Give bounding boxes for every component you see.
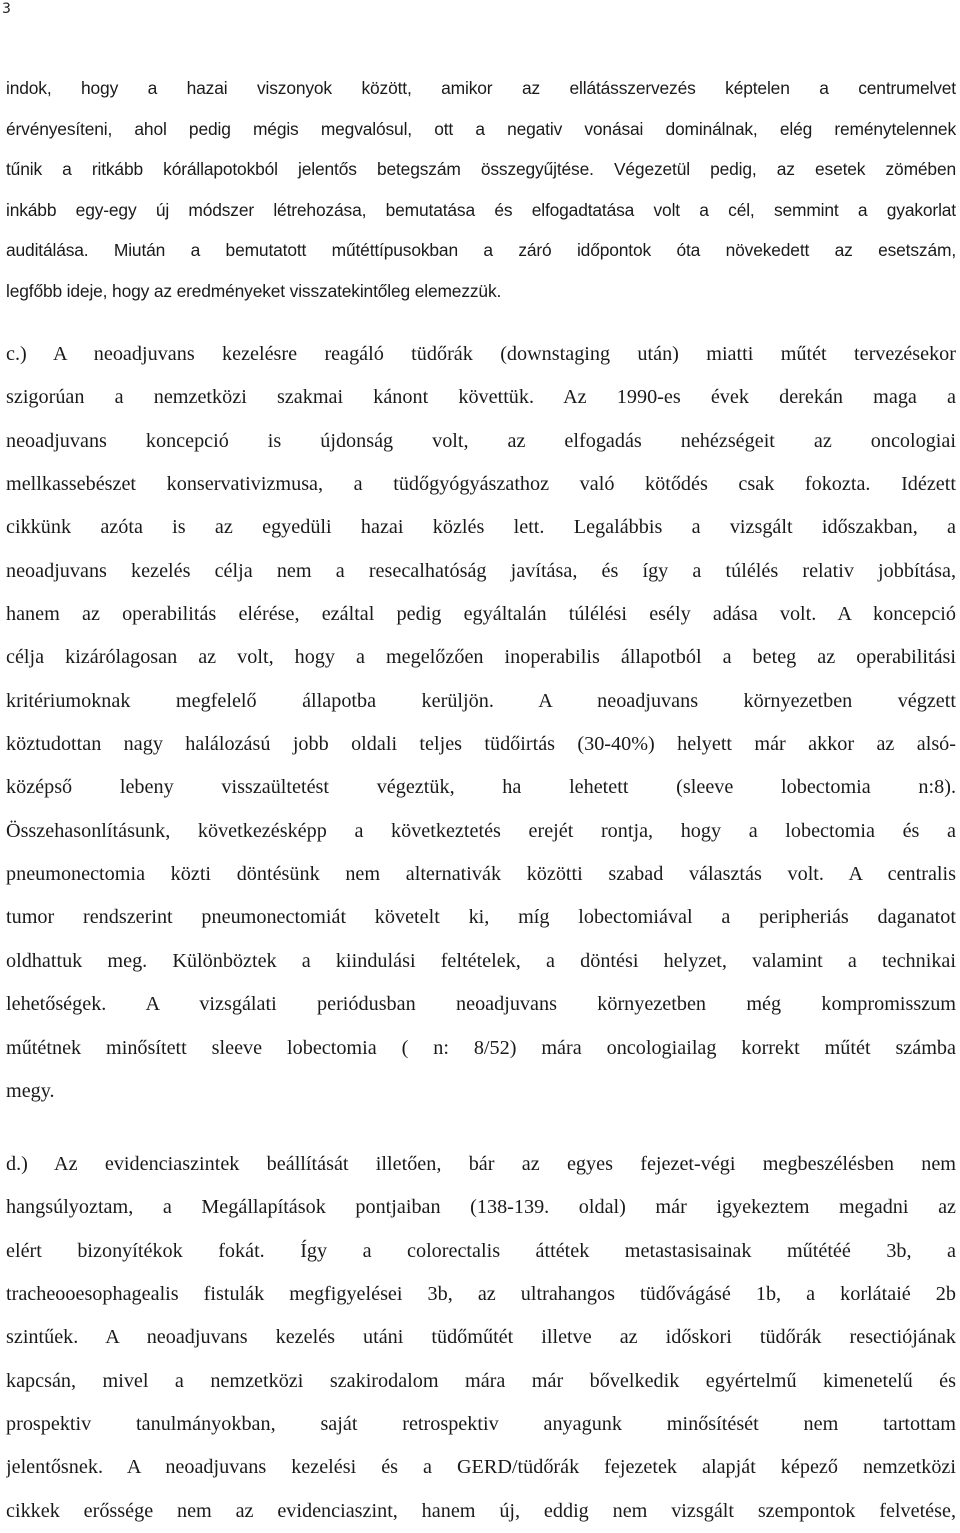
text-line: köztudottan nagy halálozású jobb oldali teljes tüdőirtás (30-40%) helyett már akkor az alsó- <box>6 733 956 756</box>
text-line: neoadjuvans koncepció is újdonság volt, az elfogadás nehézségeit az oncologiai <box>6 429 956 452</box>
text-line: cikkek erőssége nem az evidenciaszint, hanem új, eddig nem vizsgált szempontok felvetése, <box>6 1499 956 1522</box>
text-line: cikkünk azóta is az egyedüli hazai közlés lett. Legalábbis a vizsgált időszakban, a <box>6 516 956 539</box>
text-line: megy. <box>6 1079 55 1102</box>
text-line: auditálása. Miután a bemutatott műtéttípusokban a záró időpontok óta növekedett az esetszám, <box>6 240 956 261</box>
text-line: érvényesíteni, ahol pedig mégis megvalósul, ott a negativ vonásai dominálnak, elég reménytelennek <box>6 118 956 139</box>
text-line: d.) Az evidenciaszintek beállítását illetően, bár az egyes fejezet-végi megbeszélésben nem <box>6 1153 956 1175</box>
text-line: célja kizárólagosan az volt, hogy a megelőzően inoperabilis állapotból a beteg az operabilitási <box>6 646 956 669</box>
text-line: mellkassebészet konservativizmusa, a tüdőgyógyászathoz való kötődés csak fokozta. Idézett <box>6 473 956 496</box>
text-line: tumor rendszerint pneumonectomiát követelt ki, míg lobectomiával a peripheriás daganatot <box>6 906 956 929</box>
paragraph-1 <box>6 68 956 312</box>
text-line: pneumonectomia közti döntésünk nem alternativák közötti szabad választás volt. A centralis <box>6 863 956 886</box>
text-line: indok, hogy a hazai viszonyok között, amikor az ellátásszervezés képtelen a centrumelvet <box>6 78 956 98</box>
text-line: tracheooesophagealis fistulák megfigyelései 3b, az ultrahangos tüdővágásé 1b, a korlátaié 2b <box>6 1283 956 1306</box>
text-line: szintűek. A neoadjuvans kezelés utáni tüdőműtét illetve az időskori tüdőrák resectiójának <box>6 1326 956 1349</box>
text-line: oldhattuk meg. Különböztek a kiindulási feltételek, a döntési helyzet, valamint a technikai <box>6 949 956 972</box>
text-line: prospektiv tanulmányokban, saját retrospektiv anyagunk minősítését nem tartottam <box>6 1413 956 1436</box>
text-line: középső lebeny visszaültetést végeztük, ha lehetett (sleeve lobectomia n:8). <box>6 776 956 799</box>
text-line: kapcsán, mivel a nemzetközi szakirodalom mára már bővelkedik egyértelmű kimenetelű és <box>6 1369 956 1392</box>
text-line: hangsúlyoztam, a Megállapítások pontjaiban (138-139. oldal) már igyekeztem megadni az <box>6 1196 956 1219</box>
text-line: c.) A neoadjuvans kezelésre reagáló tüdőrák (downstaging után) miatti műtét tervezésekor <box>6 343 956 365</box>
text-line: hanem az operabilitás elérése, ezáltal pedig egyáltalán túlélési esély adása volt. A koncepció <box>6 603 956 626</box>
text-line: elért bizonyítékok fokát. Így a colorectalis áttétek metastasisainak műtétéé 3b, a <box>6 1239 956 1262</box>
text-line: inkább egy-egy új módszer létrehozása, bemutatása és elfogadtatása volt a cél, semmint a gyakorlat <box>6 199 956 220</box>
text-line: Összehasonlításunk, következésképp a következtetés erejét rontja, hogy a lobectomia és a <box>6 819 956 842</box>
text-line: lehetőségek. A vizsgálati periódusban neoadjuvans környezetben még kompromisszum <box>6 993 956 1016</box>
paragraph-c <box>6 333 956 1113</box>
page-number: 3 <box>2 1 11 17</box>
text-line: legfőbb ideje, hogy az eredményeket visszatekintőleg elemezzük. <box>6 280 502 301</box>
text-line: jelentősnek. A neoadjuvans kezelési és a GERD/tüdőrák fejezetek alapját képező nemzetközi <box>6 1456 956 1479</box>
text-line: szigorúan a nemzetközi szakmai kánont követtük. Az 1990-es évek derekán maga a <box>6 386 956 409</box>
text-line: kritériumoknak megfelelő állapotba kerüljön. A neoadjuvans környezetben végzett <box>6 689 956 712</box>
text-line: tűnik a ritkább kórállapotokból jelentős betegszám összegyűjtése. Végezetül pedig, az esetek zömében <box>6 159 956 180</box>
text-line: műtétnek minősített sleeve lobectomia ( n: 8/52) mára oncologiailag korrekt műtét számba <box>6 1036 956 1059</box>
paragraph-d <box>6 1143 956 1533</box>
text-line: neoadjuvans kezelés célja nem a resecalhatóság javítása, és így a túlélés relativ jobbítása, <box>6 559 956 582</box>
